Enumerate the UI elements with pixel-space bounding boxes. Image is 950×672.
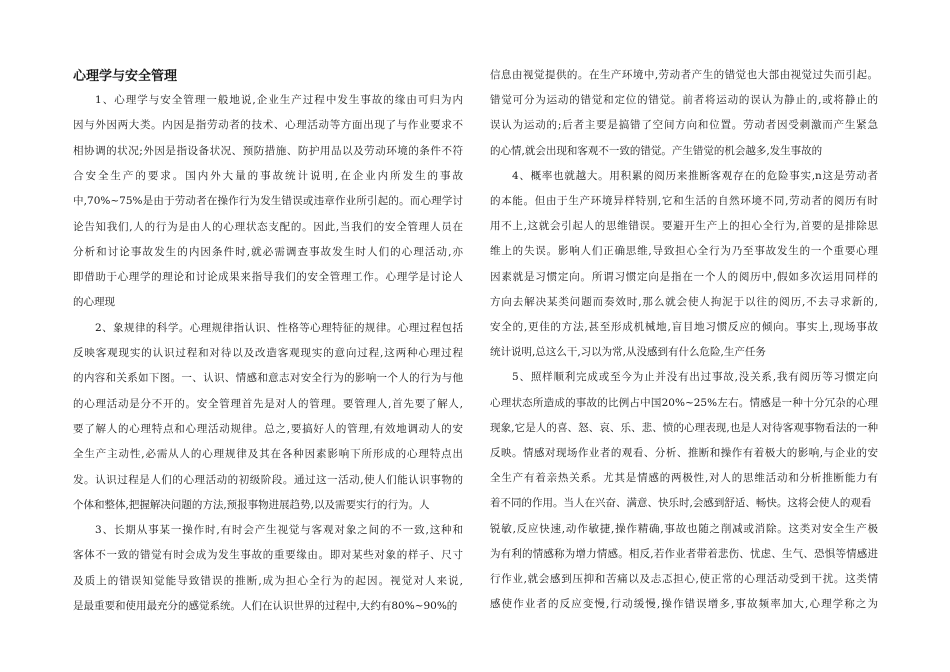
text-line: 维上的失误。影响人们正确思维,导致担心全行为乃至事故发生的一个重要心理 — [490, 245, 878, 258]
text-line: 的本能。但由于生产环境异样特别,它和生活的自然环境不同,劳动者的阅历有时 — [490, 195, 878, 207]
text-line: 要了解人的心理特点和心理活动规律。总之,要搞好人的管理,有效地调动人的安 — [73, 422, 463, 435]
text-line: 是最重要和使用最充分的感觉系统。人们在认识世界的过程中,大约有80%~90%的 — [73, 600, 458, 612]
text-line: 及质上的错误知觉能导致错误的推断,成为担心全行为的起因。视觉对人来说, — [73, 574, 463, 587]
text-line: 3、长期从事某一操作时,有时会产生视觉与客观对象之间的不一致,这种和 — [95, 524, 463, 537]
text-line: 反映客观现实的认识过程和对待以及改造客观现实的意向过程,这两种心理过程 — [73, 347, 463, 359]
text-line: 的内容和关系如下图。一、认识、情感和意志对安全行为的影响一个人的行为与他 — [73, 372, 463, 385]
text-line: 4、概率也就越大。用积累的阅历来推断客观存在的危险事实,n这是劳动者 — [512, 169, 878, 182]
text-line: 信息由视觉提供的。在生产环境中,劳动者产生的错觉也大部由视觉过失而引起。 — [490, 69, 878, 81]
text-line: 错觉可分为运动的错觉和定位的错觉。前者将运动的误认为静止的,或将静止的 — [490, 94, 878, 107]
text-line: 着不同的作用。当人在兴奋、满意、快乐时,会感到舒适、畅快。这将会使人的观看 — [490, 497, 872, 510]
text-line: 全生产有着亲热关系。尤其是情感的两极性,对人的思维活动和分析推断能力有 — [490, 472, 878, 485]
text-line: 论告知我们,人的行为是由人的心理状态支配的。因此,当我们的安全管理人员在 — [73, 220, 463, 233]
text-line: 全生产主动性,必需从人的心理规律及其在各种因素影响下所形成的心理特点出 — [73, 448, 463, 461]
text-line: 的心理活动是分不开的。安全管理首先是对人的管理。要管理人,首先要了解人, — [73, 397, 463, 410]
text-line: 安全的,更佳的方法,甚至形成机械地,盲目地习惯反应的倾向。事实上,现场事故 — [490, 321, 878, 333]
text-line: 5、照样顺利完成或至今为止并没有出过事故,没关系,我有阅历等习惯定向 — [512, 371, 878, 384]
text-line: 合安全生产的要求。国内外大量的事故统计说明,在企业内所发生的事故 — [73, 169, 463, 182]
text-line: 即借助于心理学的理论和讨论成果来指导我们的安全管理工作。心理学是讨论人 — [73, 271, 463, 284]
text-line: 分析和讨论事故发生的内因条件时,就必需调查事故发生时人们的心理活动,亦 — [73, 245, 463, 258]
text-line: 方向去解决某类问题而奏效时,那么就会使人拘泥于以往的阅历,不去寻求新的, — [490, 295, 878, 308]
text-line: 统计说明,总这么干,习以为常,从没感到有什么危险,生产任务 — [490, 346, 766, 359]
text-line: 行作业,就会感到压抑和苦痛以及忐忑担心,使正常的心理活动受到干扰。这类情 — [490, 573, 878, 585]
document-title: 心理学与安全管理 — [73, 69, 178, 84]
text-line: 感使作业者的反应变慢,行动缓慢,操作错误增多,事故频率加大,心理学称之为 — [490, 598, 878, 611]
text-line: 用不上,这就会引起人的思维错误。要避开生产上的担心全行为,首要的是排除思 — [490, 220, 878, 233]
text-line: 心理状态所造成的事故的比例占中国20%~25%左右。情感是一种十分冗杂的心理 — [490, 396, 878, 409]
text-line: 锐敏,反应快速,动作敏捷,操作精确,事故也随之削减或消除。这类对安全生产极 — [490, 522, 878, 535]
text-line: 中,70%~75%是由于劳动者在操作行为发生错误或违章作业所引起的。而心理学讨 — [73, 195, 463, 208]
text-line: 为有利的情感称为增力情感。相反,若作业者带着悲伤、忧虑、生气、恐惧等情感进 — [490, 547, 878, 560]
text-line: 的心理现 — [73, 296, 115, 309]
text-line: 相协调的状况;外因是指设备状况、预防措施、防护用品以及劳动环境的条件不符 — [73, 144, 463, 157]
text-line: 因素就是习惯定向。所谓习惯定向是指在一个人的阅历中,假如多次运用同样的 — [490, 270, 878, 283]
text-line: 现象,它是人的喜、怒、哀、乐、悲、愤的心理表现,也是人对待客观事物看法的一种 — [490, 421, 878, 434]
text-line: 的心情,就会出现和客观不一致的错觉。产生错觉的机会越多,发生事故的 — [490, 144, 823, 157]
text-line: 误认为运动的;后者主要是搞错了空间方向和位置。劳动者因受刺激而产生紧急 — [490, 119, 878, 132]
text-line: 1、心理学与安全管理一般地说,企业生产过程中发生事故的缘由可归为内 — [95, 94, 463, 106]
text-line: 因与外因两大类。内因是指劳动者的技术、心理活动等方面出现了与作业要求不 — [73, 119, 463, 132]
text-line: 反映。情感对现场作业者的观看、分析、推断和操作有着极大的影响,与企业的安 — [490, 447, 878, 459]
text-line: 客体不一致的错觉有时会成为发生事故的重要缘由。即对某些对象的样子、尺寸 — [73, 549, 463, 562]
text-line: 个体和整体,把握解决问题的方法,预报事物进展趋势,以及需要实行的行为。人 — [73, 498, 430, 511]
text-line: 2、象规律的科学。心理规律指认识、性格等心理特征的规律。心理过程包括 — [95, 321, 463, 334]
text-line: 发。认识过程是人们的心理活动的初级阶段。通过这一活动,使人们能认识事物的 — [73, 473, 463, 486]
